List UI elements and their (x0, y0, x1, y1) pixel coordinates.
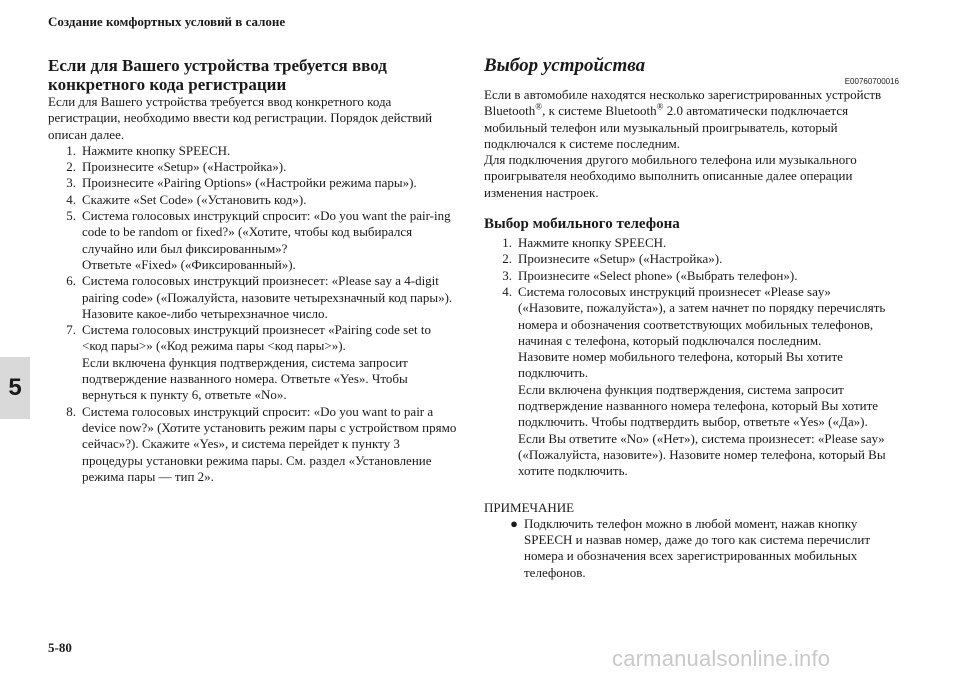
section-heading-registration-code: Если для Вашего устройства требуется ввод конкретного кода регистрации (48, 56, 387, 94)
list-item: 2. Произнесите «Setup» («Настройка»). (66, 159, 287, 175)
chapter-number: 5 (8, 374, 22, 401)
list-item: 1. Нажмите кнопку SPEECH. (66, 142, 231, 158)
device-intro-paragraph-2: Для подключения другого мобильного телефона или музыкального проигрывателя необходимо выполнить описанные далее операции изменения настроек. (484, 152, 857, 200)
left-column (48, 56, 458, 485)
note-item (484, 516, 899, 581)
watermark-link[interactable]: carmanualsonline.info (612, 646, 831, 671)
section-heading-device-selection: Выбор устройства (484, 55, 646, 76)
right-column (484, 56, 899, 581)
list-item: 2. Произнесите «Setup» («Настройка»). (502, 251, 723, 267)
page-number: 5-80 (48, 640, 72, 655)
list-item: 5. Система голосовых инструкций спросит: «Do you want the pair-ing code to be random or fixed?» («Хотите, чтобы код выбирался случайно или был фиксированным»? Ответьте «Fixed» («Фиксированный»). (66, 208, 451, 272)
note-title: ПРИМЕЧАНИЕ (484, 499, 575, 515)
list-item: 4. Система голосовых инструкций произнесет «Please say» («Назовите, пожалуйста»), а затем начнет по порядку перечислять номера и обозначения соответствующих мобильных телефонов, начиная с телефона, который подключался последним. Назовите номер мобильного телефона, который Вы хотите подключить. Если включена функция подтверждения, система запросит подтверждение названного номера телефона, который Вы хотите подключить. Чтобы подтвердить выбор, ответьте «Yes» («Да»). Если Вы ответите «No» («Нет»), система произнесет: «Please say» («Пожалуйста, назовите»). Назовите номер телефона, который Вы хотите подключить. (502, 283, 886, 479)
list-item: 3. Произнесите «Pairing Options» («Настройки режима пары»). (66, 175, 417, 191)
chapter-tab (0, 357, 30, 419)
list-item: 6. Система голосовых инструкций произнесет: «Please say a 4-digit pairing code» («Пожалуйста, назовите четырехзначный код пары»). Назовите какое-либо четырехзначное число. (66, 273, 453, 321)
device-intro-paragraph: Если в автомобиле находятся несколько зарегистрированных устройств Bluetooth®, к системе Bluetooth® 2.0 автоматически подключается мобильный телефон или музыкальный проигрыватель, который подключался к системе последним. (484, 87, 882, 151)
subheading-select-phone: Выбор мобильного телефона (484, 216, 680, 233)
page-header: Создание комфортных условий в салоне (48, 14, 286, 29)
intro-paragraph: Если для Вашего устройства требуется ввод конкретного кода регистрации, необходимо ввести код регистрации. Порядок действий описан далее. (48, 94, 433, 142)
section-code: E00760700016 (844, 77, 899, 86)
bullet-icon: ● (510, 515, 518, 531)
list-item: 8. Система голосовых инструкций спросит: «Do you want to pair a device now?» (Хотите установить режим пары с устройством прямо сейчас»?). Скажите «Yes», и система перейдет к пункту 3 процедуры установки режима пары. См. раздел «Установление режима пары — тип 2». (66, 403, 457, 484)
registration-steps-list (48, 143, 458, 485)
list-item: 3. Произнесите «Select phone» («Выбрать телефон»). (502, 267, 798, 283)
list-item: 1. Нажмите кнопку SPEECH. (502, 235, 667, 251)
list-item: 4. Скажите «Set Code» («Установить код»). (66, 191, 307, 207)
note-text: Подключить телефон можно в любой момент, нажав кнопку SPEECH и назвав номер, даже до того как система перечислит номера и обозначения всех зарегистрированных мобильных телефонов. (524, 515, 871, 580)
select-phone-steps-list (484, 235, 899, 479)
list-item: 7. Система голосовых инструкций произнесет «Pairing code set to <код пары>» («Код режима пары <код пары>»). Если включена функция подтверждения, система запросит подтверждение названного номера. Ответьте «Yes». Чтобы вернуться к пункту 6, ответьте «No». (66, 322, 431, 403)
